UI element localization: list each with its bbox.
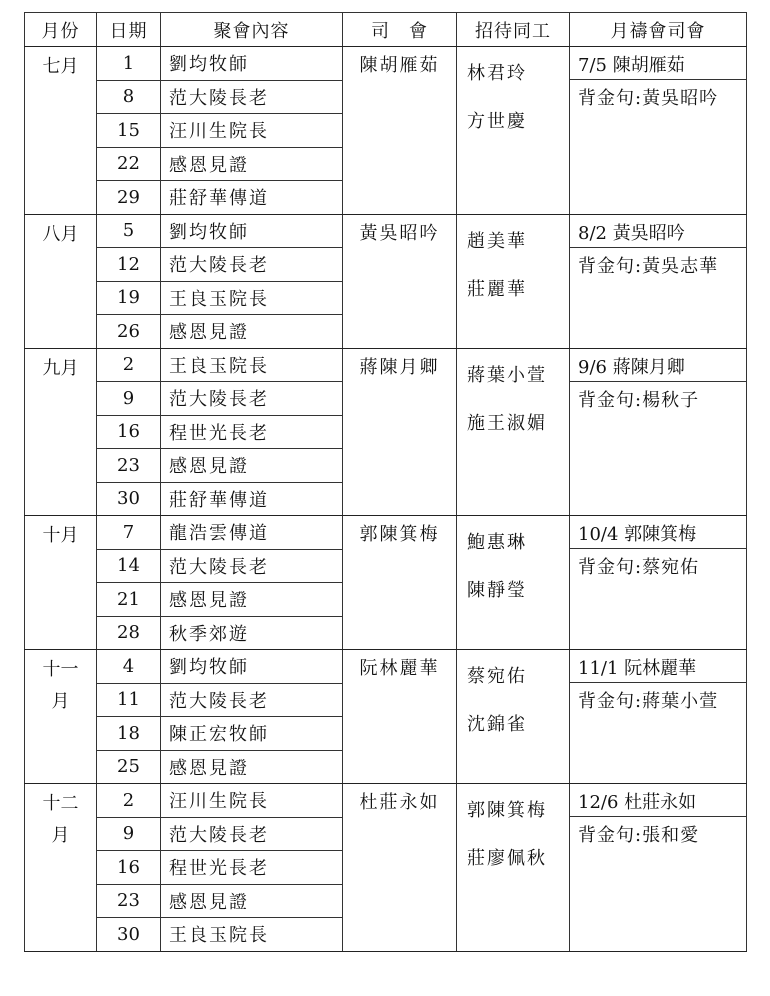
date-cell: 30 xyxy=(97,918,161,952)
reception-name: 趙美華 xyxy=(467,230,527,252)
date-cell: 8 xyxy=(97,80,161,114)
reception-name: 沈錦雀 xyxy=(467,714,527,735)
date-cell: 11 xyxy=(97,683,161,717)
month-label: 十月 xyxy=(42,525,79,546)
reception-cell xyxy=(457,214,570,348)
content-cell: 龍浩雲傳道 xyxy=(161,516,343,550)
reception-cell xyxy=(457,47,570,215)
host-cell: 黃吳昭吟 xyxy=(343,214,457,348)
header-host: 司 會 xyxy=(343,13,457,47)
month-label: 七月 xyxy=(42,56,79,77)
prayer-cell xyxy=(570,650,747,784)
host-cell: 陳胡雁茹 xyxy=(343,47,457,215)
header-month: 月份 xyxy=(25,13,97,47)
date-cell: 21 xyxy=(97,583,161,617)
prayer-host: 11/1 阮林麗華 xyxy=(578,658,697,679)
content-cell: 劉均牧師 xyxy=(161,47,343,81)
month-cell xyxy=(25,650,97,784)
reception-cell xyxy=(457,516,570,650)
header-date: 日期 xyxy=(97,13,161,47)
content-cell: 莊舒華傳道 xyxy=(161,181,343,215)
reception-name: 林君玲 xyxy=(467,63,527,84)
content-cell: 王良玉院長 xyxy=(161,918,343,952)
table-row xyxy=(25,650,747,684)
date-cell: 1 xyxy=(97,47,161,81)
header-reception: 招待同工 xyxy=(457,13,570,47)
schedule-table xyxy=(24,12,747,952)
content-cell: 秋季郊遊 xyxy=(161,616,343,650)
reception-name: 郭陳箕梅 xyxy=(467,800,547,821)
date-cell: 28 xyxy=(97,616,161,650)
date-cell: 5 xyxy=(97,214,161,248)
reception-cell xyxy=(457,348,570,516)
content-cell: 王良玉院長 xyxy=(161,281,343,315)
content-cell: 莊舒華傳道 xyxy=(161,482,343,516)
date-cell: 22 xyxy=(97,147,161,181)
reception-name: 鮑惠琳 xyxy=(467,532,527,553)
month-cell xyxy=(25,214,97,348)
content-cell: 感恩見證 xyxy=(161,449,343,483)
content-cell: 程世光長老 xyxy=(161,851,343,885)
month-cell xyxy=(25,47,97,215)
content-cell: 汪川生院長 xyxy=(161,114,343,148)
table-row xyxy=(25,348,747,382)
host-cell: 蔣陳月卿 xyxy=(343,348,457,516)
date-cell: 16 xyxy=(97,415,161,449)
date-cell: 23 xyxy=(97,449,161,483)
date-cell: 23 xyxy=(97,884,161,918)
content-cell: 感恩見證 xyxy=(161,884,343,918)
prayer-host: 8/2 黃吳昭吟 xyxy=(578,222,685,244)
content-cell: 王良玉院長 xyxy=(161,348,343,382)
table-row xyxy=(25,47,747,81)
prayer-host: 12/6 杜莊永如 xyxy=(578,792,697,813)
host-cell: 杜莊永如 xyxy=(343,784,457,952)
schedule-body xyxy=(25,47,747,952)
month-label: 八月 xyxy=(42,223,79,245)
date-cell: 18 xyxy=(97,717,161,751)
table-row xyxy=(25,784,747,818)
content-cell: 范大陵長老 xyxy=(161,382,343,416)
content-cell: 范大陵長老 xyxy=(161,80,343,114)
prayer-host: 10/4 郭陳箕梅 xyxy=(578,524,697,545)
content-cell: 范大陵長老 xyxy=(161,817,343,851)
reception-name: 陳靜瑩 xyxy=(467,580,527,601)
date-cell: 9 xyxy=(97,382,161,416)
content-cell: 汪川生院長 xyxy=(161,784,343,818)
content-cell: 感恩見證 xyxy=(161,315,343,349)
verse-reciter: 背金句:蔡宛佑 xyxy=(570,548,746,579)
content-cell: 感恩見證 xyxy=(161,147,343,181)
reception-name: 莊麗華 xyxy=(467,278,527,300)
prayer-cell xyxy=(570,47,747,215)
month-label: 九月 xyxy=(42,357,79,379)
date-cell: 30 xyxy=(97,482,161,516)
date-cell: 4 xyxy=(97,650,161,684)
content-cell: 劉均牧師 xyxy=(161,650,343,684)
content-cell: 感恩見證 xyxy=(161,583,343,617)
content-cell: 范大陵長老 xyxy=(161,248,343,282)
date-cell: 2 xyxy=(97,348,161,382)
month-label-line: 十一 xyxy=(42,659,79,680)
reception-name: 方世慶 xyxy=(467,111,527,132)
host-cell: 阮林麗華 xyxy=(343,650,457,784)
prayer-cell xyxy=(570,784,747,952)
content-cell: 陳正宏牧師 xyxy=(161,717,343,751)
date-cell: 16 xyxy=(97,851,161,885)
content-cell: 劉均牧師 xyxy=(161,214,343,248)
content-cell: 范大陵長老 xyxy=(161,683,343,717)
header-row xyxy=(25,13,747,47)
reception-name: 蔡宛佑 xyxy=(467,666,527,687)
content-cell: 程世光長老 xyxy=(161,415,343,449)
month-label-line: 十二 xyxy=(42,793,79,814)
verse-reciter: 背金句:楊秋子 xyxy=(570,381,746,412)
date-cell: 12 xyxy=(97,248,161,282)
month-cell xyxy=(25,784,97,952)
header-prayer-host: 月禱會司會 xyxy=(570,13,747,47)
prayer-cell xyxy=(570,348,747,516)
date-cell: 15 xyxy=(97,114,161,148)
date-cell: 26 xyxy=(97,315,161,349)
reception-name: 施王淑媚 xyxy=(467,412,547,434)
month-cell xyxy=(25,516,97,650)
header-content: 聚會內容 xyxy=(161,13,343,47)
month-label-line: 月 xyxy=(51,691,70,712)
date-cell: 2 xyxy=(97,784,161,818)
date-cell: 7 xyxy=(97,516,161,550)
month-cell xyxy=(25,348,97,516)
prayer-host: 9/6 蔣陳月卿 xyxy=(578,356,685,378)
table-row xyxy=(25,214,747,248)
date-cell: 14 xyxy=(97,549,161,583)
prayer-cell xyxy=(570,214,747,348)
month-label-line: 月 xyxy=(51,825,70,846)
reception-name: 莊廖佩秋 xyxy=(467,848,547,869)
reception-name: 蔣葉小萱 xyxy=(467,364,547,386)
reception-cell xyxy=(457,650,570,784)
prayer-host: 7/5 陳胡雁茹 xyxy=(578,55,685,76)
verse-reciter: 背金句:張和愛 xyxy=(570,816,746,847)
content-cell: 感恩見證 xyxy=(161,750,343,784)
prayer-cell xyxy=(570,516,747,650)
date-cell: 25 xyxy=(97,750,161,784)
verse-reciter: 背金句:蔣葉小萱 xyxy=(570,682,746,713)
verse-reciter: 背金句:黃吳志華 xyxy=(570,247,746,278)
content-cell: 范大陵長老 xyxy=(161,549,343,583)
date-cell: 19 xyxy=(97,281,161,315)
host-cell: 郭陳箕梅 xyxy=(343,516,457,650)
reception-cell xyxy=(457,784,570,952)
date-cell: 9 xyxy=(97,817,161,851)
date-cell: 29 xyxy=(97,181,161,215)
verse-reciter: 背金句:黃吳昭吟 xyxy=(570,79,746,110)
table-row xyxy=(25,516,747,550)
